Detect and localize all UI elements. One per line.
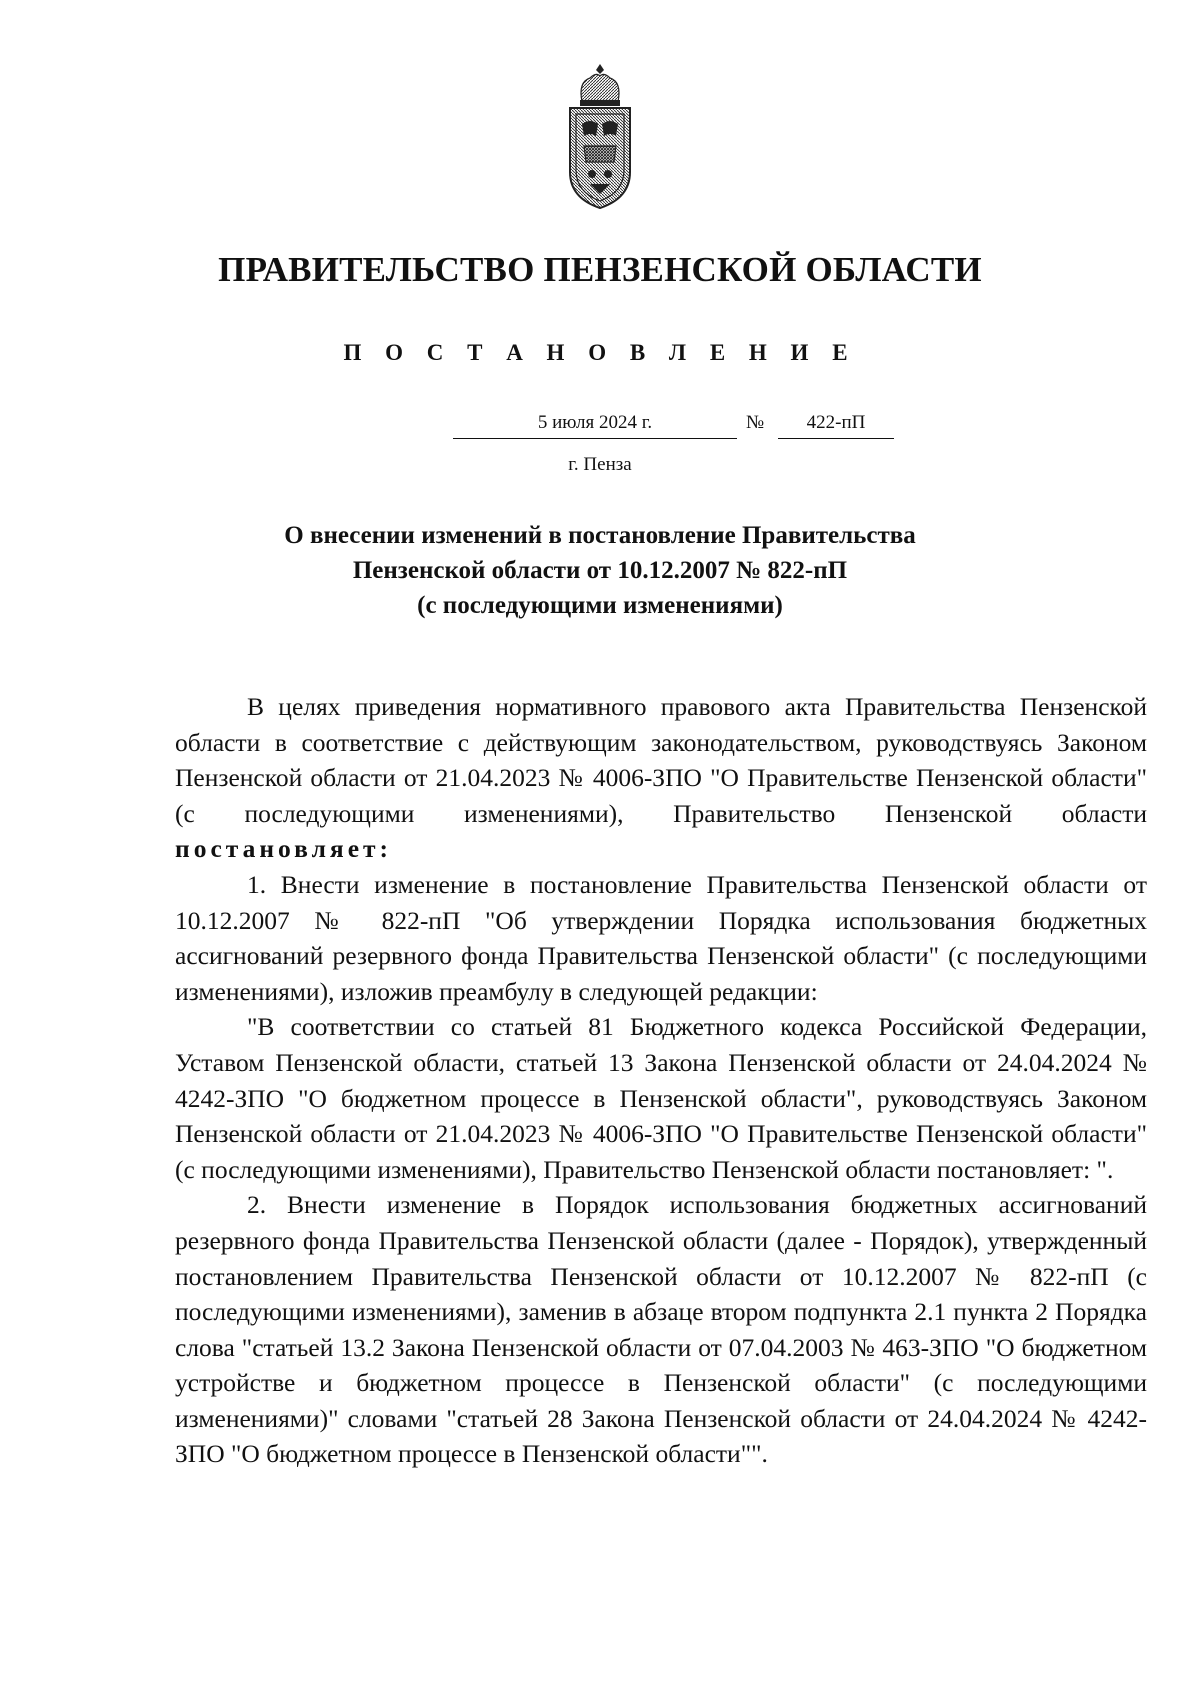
document-body (175, 689, 1147, 1472)
subject-line: О внесении изменений в постановление Правительства (284, 522, 916, 549)
document-type: П О С Т А Н О В Л Е Н И Е (343, 340, 857, 365)
document-date: 5 июля 2024 г. (453, 412, 737, 439)
subject-line: Пензенской области от 10.12.2007 № 822-пП (352, 557, 848, 584)
item-1-paragraph: 1. Внести изменение в постановление Правительства Пензенской области от 10.12.2007 № 822-пП "Об утверждении Порядка использования бюджетных ассигнований резервного фонда Правительства Пензенской области" (с последующими изменениями), изложив преамбулу в следующей редакции: (175, 869, 1147, 1006)
city: г. Пенза (568, 454, 632, 475)
document-subject (240, 518, 960, 623)
item-2-paragraph: 2. Внести изменение в Порядок использования бюджетных ассигнований резервного фонда Правительства Пензенской области (далее - Порядок), утвержденный постановлением Правительства Пензенской области от 10.12.2007 № 822-пП (с последующими изменениями), заменив в абзаце втором подпункта 2.1 пункта 2 Порядка слова "статьей 13.2 Закона Пензенской области от 07.04.2003 № 463-ЗПО "О бюджетном устройстве и бюджетном процессе в Пензенской области" (с последующими изменениями)" словами "статьей 28 Закона Пензенской области от 24.04.2024 № 4242-ЗПО "О бюджетном процессе в Пензенской области"". (175, 1190, 1147, 1469)
preamble-paragraph (175, 689, 1147, 867)
document-number: 422-пП (778, 412, 894, 439)
subject-line: (с последующими изменениями) (417, 592, 783, 619)
item-1-quote-paragraph: "В соответствии со статьей 81 Бюджетного кодекса Российской Федерации, Уставом Пензенской области, статьей 13 Закона Пензенской области от 24.04.2024 № 4242-ЗПО "О бюджетном процессе в Пензенской области", руководствуясь Законом Пензенской области от 21.04.2023 № 4006-ЗПО "О Правительстве Пензенской области" (с последующими изменениями), Правительство Пензенской области постановляет: ". (175, 1012, 1147, 1184)
number-sign: № (746, 412, 765, 433)
preamble-text: В целях приведения нормативного правового акта Правительства Пензенской области в соответствие с действующим законодательством, руководствуясь Законом Пензенской области от 21.04.2023 № 4006-ЗПО "О Правительстве Пензенской области" (с последующими изменениями), Правительство Пензенской области (175, 692, 1147, 828)
government-title: ПРАВИТЕЛЬСТВО ПЕНЗЕНСКОЙ ОБЛАСТИ (218, 250, 982, 289)
coat-of-arms-emblem (560, 62, 640, 212)
resolves-word: постановляет: (175, 834, 393, 864)
